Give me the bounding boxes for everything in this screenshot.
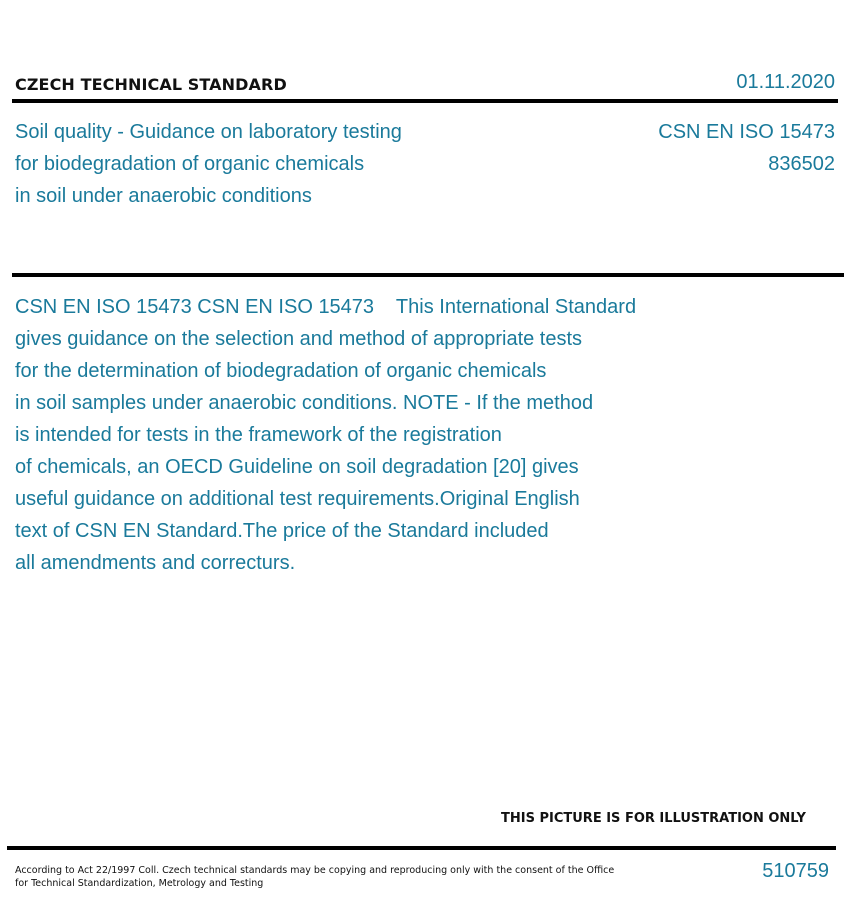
abstract-line: all amendments and correcturs.	[15, 552, 296, 574]
abstract-line: CSN EN ISO 15473 CSN EN ISO 15473 This International Standard	[15, 296, 637, 318]
standard-title-line: for biodegradation of organic chemicals	[15, 153, 365, 175]
illustration-note: THIS PICTURE IS FOR ILLUSTRATION ONLY	[501, 811, 806, 826]
document-number: 510759	[762, 860, 829, 882]
publication-date: 01.11.2020	[736, 71, 835, 93]
standard-title	[15, 116, 402, 212]
bottom-divider	[7, 846, 836, 850]
legal-notice-line: for Technical Standardization, Metrology and Testing	[15, 878, 264, 889]
abstract-text	[15, 291, 636, 579]
standard-reference	[658, 116, 835, 180]
standard-title-line: in soil under anaerobic conditions	[15, 185, 312, 207]
abstract-line: text of CSN EN Standard.The price of the Standard included	[15, 520, 549, 542]
abstract-line: is intended for tests in the framework of the registration	[15, 424, 502, 446]
standard-title-line: Soil quality - Guidance on laboratory testing	[15, 121, 402, 143]
abstract-line: of chemicals, an OECD Guideline on soil degradation [20] gives	[15, 456, 579, 478]
abstract-line: useful guidance on additional test requirements.Original English	[15, 488, 580, 510]
header-title: CZECH TECHNICAL STANDARD	[15, 75, 287, 94]
abstract-line: for the determination of biodegradation of organic chemicals	[15, 360, 547, 382]
legal-notice-line: According to Act 22/1997 Coll. Czech technical standards may be copying and reproducing only with the consent of the Office	[15, 865, 615, 876]
abstract-line: in soil samples under anaerobic conditions. NOTE - If the method	[15, 392, 594, 414]
legal-notice	[15, 864, 614, 890]
standard-code: CSN EN ISO 15473	[658, 121, 835, 143]
catalog-number: 836502	[768, 153, 835, 175]
abstract-line: gives guidance on the selection and method of appropriate tests	[15, 328, 583, 350]
top-divider	[12, 99, 838, 103]
middle-divider	[12, 273, 844, 277]
